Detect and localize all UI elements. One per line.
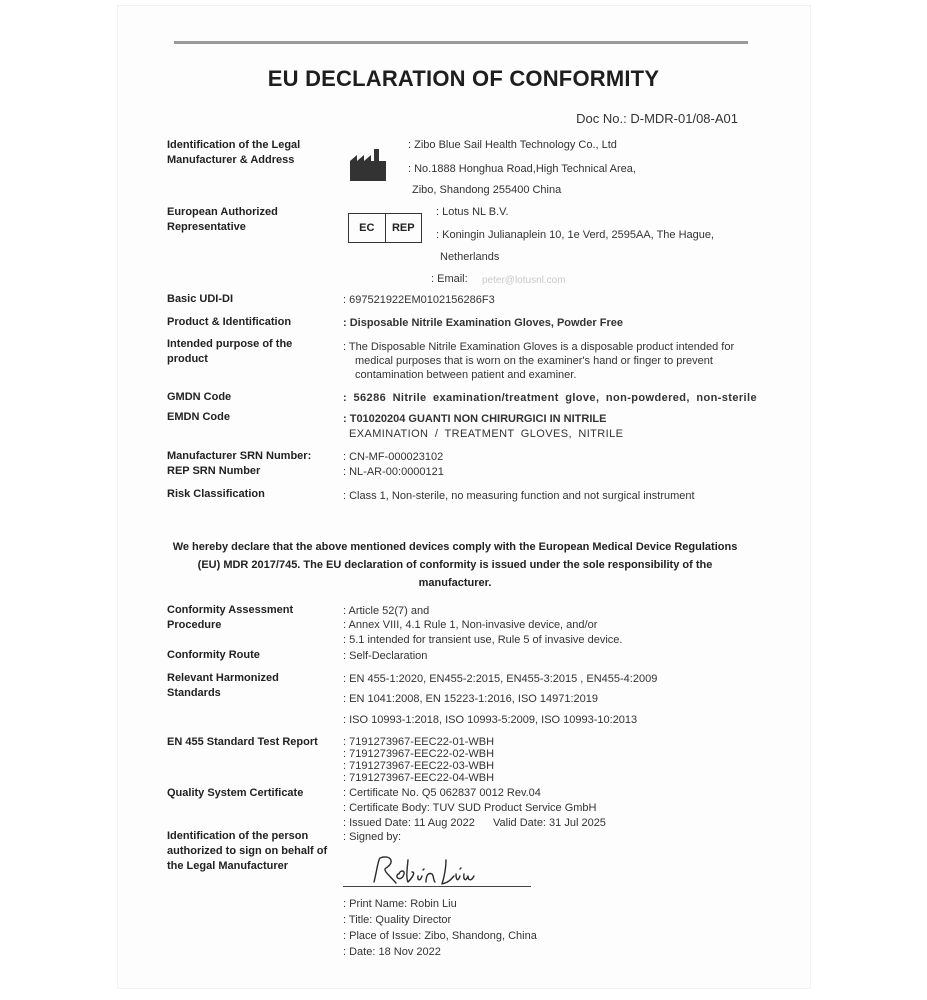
ec-rep-symbol bbox=[348, 213, 422, 243]
risk-label: Risk Classification bbox=[167, 488, 265, 500]
emdn-line-1: : T01020204 GUANTI NON CHIRURGICI IN NITRILE bbox=[343, 413, 607, 425]
signature-line bbox=[343, 886, 531, 887]
standards-line-2: : EN 1041:2008, EN 15223-1:2016, ISO 14971:2019 bbox=[343, 693, 599, 705]
intended-purpose-label: Intended purpose of the product bbox=[167, 338, 293, 365]
manufacturer-srn-value: : CN-MF-000023102 bbox=[343, 451, 444, 463]
test-report-line-1: : 7191273967-EEC22-01-WBH bbox=[343, 736, 495, 748]
test-report-label: EN 455 Standard Test Report bbox=[167, 736, 318, 748]
quality-system-issued-date: : Issued Date: 11 Aug 2022 bbox=[343, 817, 475, 829]
rep-email-value[interactable]: peter@lotusnl.com bbox=[482, 275, 566, 286]
authorized-rep-label: European Authorized Representative bbox=[167, 206, 278, 233]
declaration-line-3: manufacturer. bbox=[418, 577, 492, 589]
manufacturer-line-3: Zibo, Shandong 255400 China bbox=[412, 184, 562, 196]
header-rule bbox=[174, 41, 748, 44]
quality-system-label: Quality System Certificate bbox=[167, 787, 304, 799]
gmdn-label: GMDN Code bbox=[167, 391, 232, 403]
rep-srn-value: : NL-AR-00:0000121 bbox=[343, 466, 444, 478]
emdn-label: EMDN Code bbox=[167, 411, 230, 423]
issue-date: : Date: 18 Nov 2022 bbox=[343, 946, 441, 958]
basic-udi-label: Basic UDI-DI bbox=[167, 293, 234, 305]
test-report-line-4: : 7191273967-EEC22-04-WBH bbox=[343, 772, 495, 784]
signatory-title: : Title: Quality Director bbox=[343, 914, 452, 926]
quality-system-line-2: : Certificate Body: TUV SUD Product Service GmbH bbox=[343, 802, 597, 814]
quality-system-line-1: : Certificate No. Q5 062837 0012 Rev.04 bbox=[343, 787, 541, 799]
manufacturer-srn-label: Manufacturer SRN Number: bbox=[167, 450, 312, 462]
signatory-label: Identification of the person authorized to sign on behalf of the Legal Manufacturer bbox=[167, 830, 328, 872]
declaration-line-1: We hereby declare that the above mentioned devices comply with the European Medical Device Regulations bbox=[172, 541, 738, 553]
product-label: Product & Identification bbox=[167, 316, 292, 328]
conformity-route-label: Conformity Route bbox=[167, 649, 260, 661]
standards-label: Relevant Harmonized Standards bbox=[167, 672, 279, 699]
rep-symbol-part: REP bbox=[391, 222, 415, 234]
intended-purpose-line-3: contamination between patient and examiner. bbox=[355, 369, 577, 381]
doc-number: Doc No.: D-MDR-01/08-A01 bbox=[576, 111, 738, 126]
ec-symbol-part: EC bbox=[349, 214, 386, 242]
rep-srn-label: REP SRN Number bbox=[167, 465, 261, 477]
signed-by-label: : Signed by: bbox=[343, 831, 402, 843]
rep-email-label: : Email: bbox=[431, 273, 468, 285]
rep-line-3: Netherlands bbox=[440, 251, 500, 263]
quality-system-valid-date: Valid Date: 31 Jul 2025 bbox=[493, 817, 606, 829]
emdn-line-2: EXAMINATION / TREATMENT GLOVES, NITRILE bbox=[349, 428, 624, 440]
standards-line-3: : ISO 10993-1:2018, ISO 10993-5:2009, ISO 10993-10:2013 bbox=[343, 714, 638, 726]
basic-udi-value: : 697521922EM0102156286F3 bbox=[343, 294, 495, 306]
intended-purpose-line-2: medical purposes that is worn on the examiner's hand or finger to prevent bbox=[355, 355, 713, 367]
conformity-assessment-line-1: : Article 52(7) and bbox=[343, 605, 430, 617]
conformity-route-value: : Self-Declaration bbox=[343, 650, 428, 662]
rep-line-1: : Lotus NL B.V. bbox=[436, 206, 509, 218]
manufacturer-line-2: : No.1888 Honghua Road,High Technical Area, bbox=[408, 163, 636, 175]
print-name: : Print Name: Robin Liu bbox=[343, 898, 457, 910]
risk-value: : Class 1, Non-sterile, no measuring function and not surgical instrument bbox=[343, 490, 695, 502]
test-report-line-2: : 7191273967-EEC22-02-WBH bbox=[343, 748, 495, 760]
gmdn-value: : 56286 Nitrile examination/treatment glove, non-powdered, non-sterile bbox=[343, 392, 757, 404]
place-of-issue: : Place of Issue: Zibo, Shandong, China bbox=[343, 930, 537, 942]
handwritten-signature bbox=[368, 852, 478, 890]
standards-line-1: : EN 455-1:2020, EN455-2:2015, EN455-3:2015 , EN455-4:2009 bbox=[343, 673, 658, 685]
rep-line-2: : Koningin Julianaplein 10, 1e Verd, 2595AA, The Hague, bbox=[436, 229, 715, 241]
manufacturer-symbol-icon bbox=[349, 148, 387, 182]
declaration-statement bbox=[160, 538, 750, 592]
intended-purpose-line-1: : The Disposable Nitrile Examination Gloves is a disposable product intended for bbox=[343, 341, 735, 353]
declaration-line-2: (EU) MDR 2017/745. The EU declaration of conformity is issued under the sole responsibility of the bbox=[197, 559, 713, 571]
document-title: EU DECLARATION OF CONFORMITY bbox=[267, 66, 660, 91]
conformity-assessment-line-2: : Annex VIII, 4.1 Rule 1, Non-invasive device, and/or bbox=[343, 619, 598, 631]
manufacturer-line-1: : Zibo Blue Sail Health Technology Co., Ltd bbox=[408, 139, 617, 151]
product-value: : Disposable Nitrile Examination Gloves, Powder Free bbox=[343, 317, 623, 329]
test-report-line-3: : 7191273967-EEC22-03-WBH bbox=[343, 760, 495, 772]
manufacturer-label: Identification of the Legal Manufacturer & Address bbox=[167, 139, 301, 166]
conformity-assessment-line-3: : 5.1 intended for transient use, Rule 5 of invasive device. bbox=[343, 634, 623, 646]
conformity-assessment-label: Conformity Assessment Procedure bbox=[167, 604, 294, 631]
